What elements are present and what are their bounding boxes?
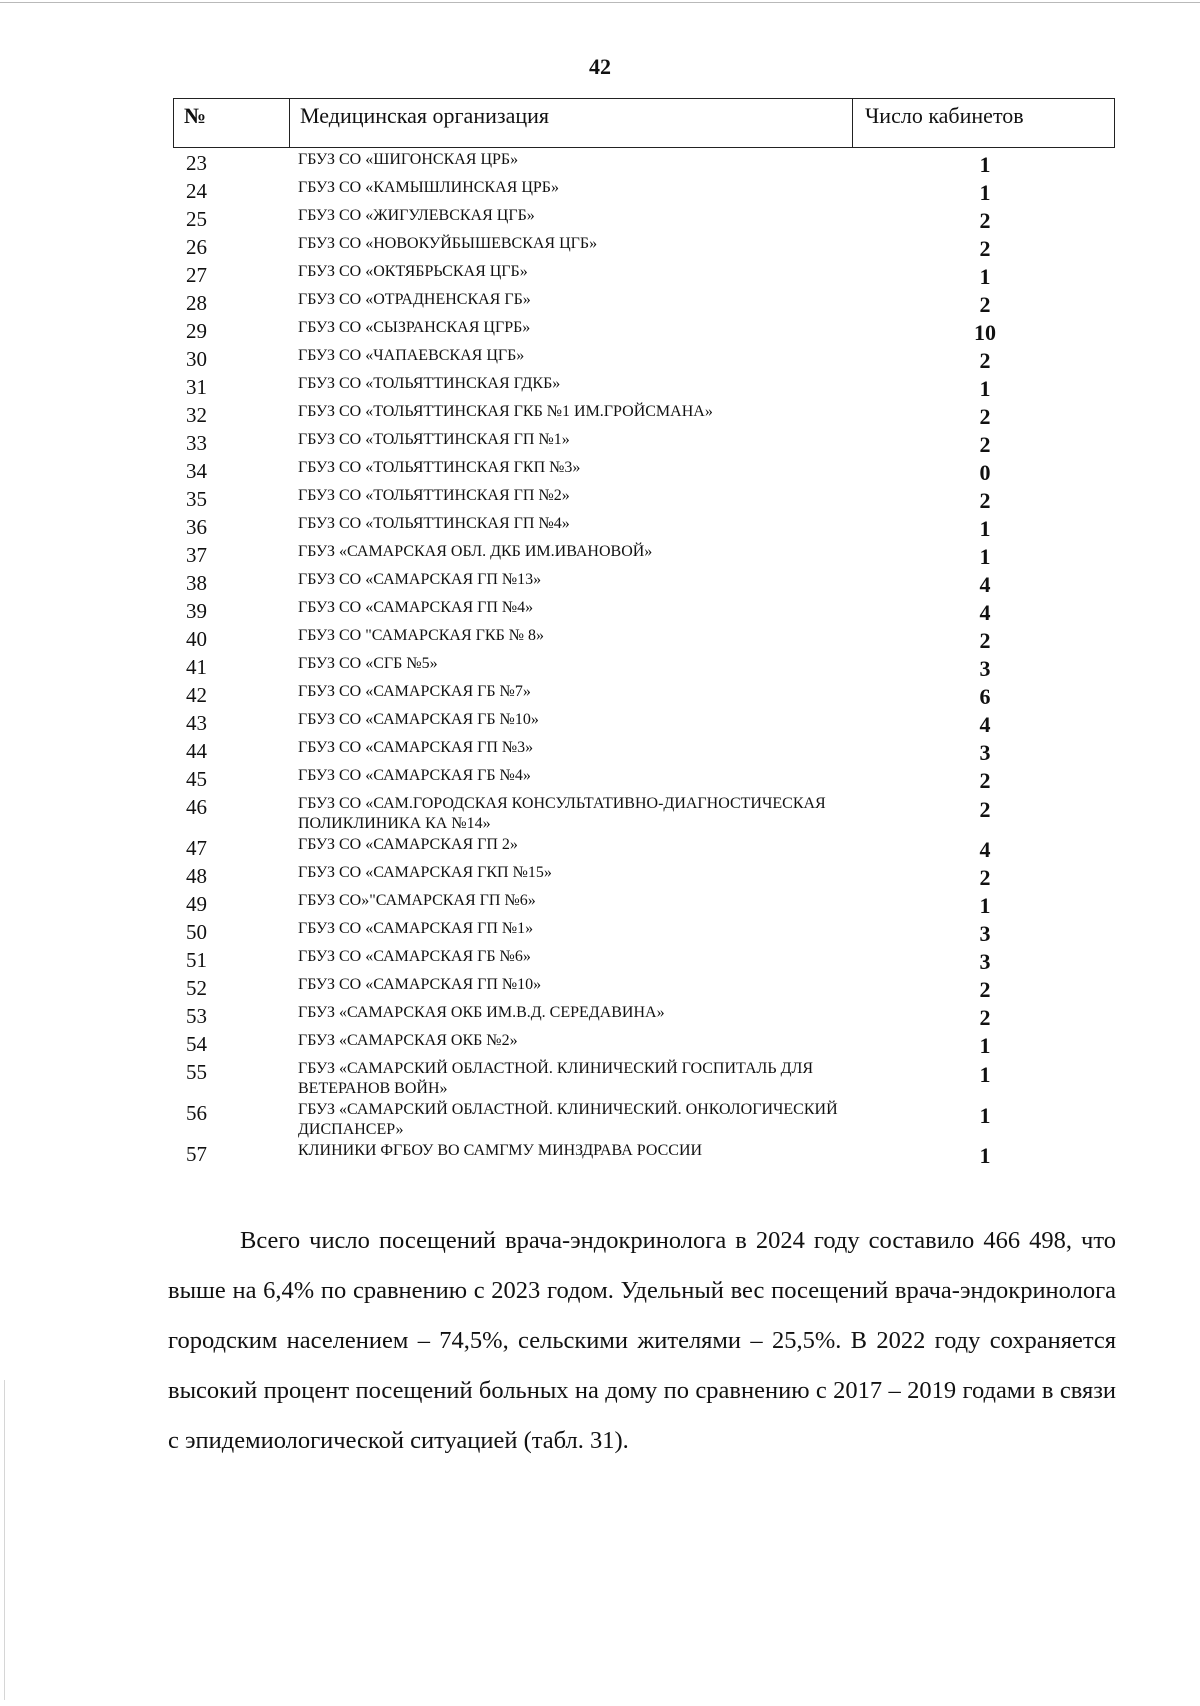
- page-number: 42: [589, 54, 611, 79]
- table-row: [186, 206, 1006, 234]
- row-organization: ГБУЗ СО «ОКТЯБРЬСКАЯ ЦГБ»: [298, 263, 528, 280]
- table-row: [186, 738, 1006, 766]
- row-cabinet-count: 2: [979, 797, 991, 822]
- row-organization: ГБУЗ СО «САМАРСКАЯ ГБ №7»: [298, 683, 531, 700]
- table-row: [186, 514, 1006, 542]
- row-organization: ГБУЗ СО «НОВОКУЙБЫШЕВСКАЯ ЦГБ»: [298, 235, 598, 252]
- row-organization: ГБУЗ СО «ЧАПАЕВСКАЯ ЦГБ»: [298, 347, 525, 364]
- row-cabinet-count: 4: [979, 600, 991, 625]
- row-number: 55: [186, 1060, 207, 1084]
- header-number: №: [174, 99, 290, 147]
- table-row: [186, 1141, 1006, 1169]
- row-organization: ГБУЗ «САМАРСКАЯ ОКБ ИМ.В.Д. СЕРЕДАВИНА»: [298, 1004, 665, 1021]
- row-number: 53: [186, 1004, 207, 1028]
- row-organization: ГБУЗ СО «СЫЗРАНСКАЯ ЦГРБ»: [298, 319, 531, 336]
- row-organization: ГБУЗ СО «ТОЛЬЯТТИНСКАЯ ГП №1»: [298, 431, 570, 448]
- row-organization: ГБУЗ СО «САМАРСКАЯ ГКП №15»: [298, 864, 552, 881]
- row-cabinet-count: 1: [979, 893, 991, 918]
- row-organization: ГБУЗ СО «САМАРСКАЯ ГБ №4»: [298, 767, 531, 784]
- row-organization: ГБУЗ «САМАРСКИЙ ОБЛАСТНОЙ. КЛИНИЧЕСКИЙ ГОСПИТАЛЬ ДЛЯ ВЕТЕРАНОВ ВОЙН»: [298, 1060, 814, 1097]
- row-number: 25: [186, 207, 207, 231]
- table-row: [186, 919, 1006, 947]
- row-cabinet-count: 1: [979, 1103, 991, 1128]
- row-cabinet-count: 2: [979, 1005, 991, 1030]
- row-cabinet-count: 2: [979, 628, 991, 653]
- row-organization: ГБУЗ СО «САМАРСКАЯ ГП №13»: [298, 571, 542, 588]
- row-cabinet-count: 1: [979, 180, 991, 205]
- table-row: [186, 863, 1006, 891]
- table-row: [186, 1031, 1006, 1059]
- row-number: 49: [186, 892, 207, 916]
- row-cabinet-count: 2: [979, 236, 991, 261]
- row-number: 23: [186, 151, 207, 175]
- row-cabinet-count: 1: [979, 152, 991, 177]
- row-cabinet-count: 1: [979, 1062, 991, 1087]
- table-row: [186, 486, 1006, 514]
- row-cabinet-count: 10: [974, 320, 996, 345]
- row-number: 35: [186, 487, 207, 511]
- row-number: 46: [186, 795, 207, 819]
- table-row: [186, 262, 1006, 290]
- row-number: 31: [186, 375, 207, 399]
- table-row: [186, 290, 1006, 318]
- row-organization: ГБУЗ СО «ТОЛЬЯТТИНСКАЯ ГДКБ»: [298, 375, 561, 392]
- table-row: [186, 542, 1006, 570]
- scan-edge-top: [0, 2, 1200, 3]
- row-cabinet-count: 2: [979, 977, 991, 1002]
- table-row: [186, 766, 1006, 794]
- table-row: [186, 947, 1006, 975]
- row-cabinet-count: 6: [979, 684, 991, 709]
- row-cabinet-count: 1: [979, 544, 991, 569]
- row-number: 27: [186, 263, 207, 287]
- table-row: [186, 1100, 1006, 1141]
- table-row: [186, 178, 1006, 206]
- header-cabinet-count: Число кабинетов: [865, 103, 1024, 128]
- row-cabinet-count: 2: [979, 768, 991, 793]
- table-row: [186, 794, 1006, 835]
- table-row: [186, 346, 1006, 374]
- table-row: [186, 458, 1006, 486]
- row-cabinet-count: 2: [979, 432, 991, 457]
- row-cabinet-count: 0: [979, 460, 991, 485]
- row-organization: ГБУЗ СО «САМАРСКАЯ ГП 2»: [298, 836, 518, 853]
- table-row: [186, 234, 1006, 262]
- row-organization: ГБУЗ СО «ТОЛЬЯТТИНСКАЯ ГКБ №1 ИМ.ГРОЙСМАНА»: [298, 403, 713, 420]
- row-organization: ГБУЗ СО «ТОЛЬЯТТИНСКАЯ ГП №2»: [298, 487, 570, 504]
- table-row: [186, 835, 1006, 863]
- row-number: 44: [186, 739, 207, 763]
- table-row: [186, 1003, 1006, 1031]
- row-number: 36: [186, 515, 207, 539]
- row-number: 42: [186, 683, 207, 707]
- row-number: 29: [186, 319, 207, 343]
- row-organization: ГБУЗ СО «ТОЛЬЯТТИНСКАЯ ГКП №3»: [298, 459, 581, 476]
- table-row: [186, 598, 1006, 626]
- table-row: [186, 891, 1006, 919]
- row-cabinet-count: 1: [979, 264, 991, 289]
- row-number: 43: [186, 711, 207, 735]
- row-cabinet-count: 2: [979, 208, 991, 233]
- row-number: 39: [186, 599, 207, 623]
- table-row: [186, 682, 1006, 710]
- table-row: [186, 710, 1006, 738]
- row-cabinet-count: 2: [979, 292, 991, 317]
- row-organization: ГБУЗ СО «ШИГОНСКАЯ ЦРБ»: [298, 151, 519, 168]
- row-number: 30: [186, 347, 207, 371]
- row-number: 24: [186, 179, 207, 203]
- row-organization: ГБУЗ СО «САМАРСКАЯ ГП №10»: [298, 976, 542, 993]
- row-number: 56: [186, 1101, 207, 1125]
- row-organization: ГБУЗ СО «САМАРСКАЯ ГБ №6»: [298, 948, 531, 965]
- table-header: [173, 98, 1115, 148]
- row-number: 50: [186, 920, 207, 944]
- row-organization: ГБУЗ СО»"САМАРСКАЯ ГП №6»: [298, 892, 536, 909]
- row-organization: ГБУЗ СО «САМАРСКАЯ ГП №3»: [298, 739, 534, 756]
- row-number: 52: [186, 976, 207, 1000]
- row-number: 57: [186, 1142, 207, 1166]
- row-cabinet-count: 2: [979, 488, 991, 513]
- row-organization: ГБУЗ СО «САМАРСКАЯ ГБ №10»: [298, 711, 539, 728]
- row-organization: ГБУЗ СО «ОТРАДНЕНСКАЯ ГБ»: [298, 291, 531, 308]
- row-cabinet-count: 1: [979, 1143, 991, 1168]
- row-organization: ГБУЗ «САМАРСКАЯ ОКБ №2»: [298, 1032, 518, 1049]
- row-organization: ГБУЗ СО «САМАРСКАЯ ГП №4»: [298, 599, 534, 616]
- table-row: [186, 626, 1006, 654]
- row-number: 33: [186, 431, 207, 455]
- header-organization: Медицинская организация: [290, 99, 853, 147]
- row-cabinet-count: 1: [979, 1033, 991, 1058]
- row-number: 32: [186, 403, 207, 427]
- row-organization: ГБУЗ СО "САМАРСКАЯ ГКБ № 8»: [298, 627, 545, 644]
- row-number: 45: [186, 767, 207, 791]
- row-cabinet-count: 2: [979, 348, 991, 373]
- row-organization: ГБУЗ СО «САМ.ГОРОДСКАЯ КОНСУЛЬТАТИВНО-ДИАГНОСТИЧЕСКАЯ ПОЛИКЛИНИКА КА №14»: [298, 795, 826, 832]
- table-row: [186, 570, 1006, 598]
- row-cabinet-count: 3: [979, 949, 991, 974]
- row-organization: ГБУЗ СО «САМАРСКАЯ ГП №1»: [298, 920, 534, 937]
- table-body: [186, 150, 1006, 1169]
- row-number: 34: [186, 459, 207, 483]
- row-number: 48: [186, 864, 207, 888]
- row-organization: КЛИНИКИ ФГБОУ ВО САМГМУ МИНЗДРАВА РОССИИ: [298, 1142, 703, 1159]
- row-cabinet-count: 3: [979, 921, 991, 946]
- row-cabinet-count: 2: [979, 404, 991, 429]
- row-organization: ГБУЗ СО «ЖИГУЛЕВСКАЯ ЦГБ»: [298, 207, 535, 224]
- table-row: [186, 374, 1006, 402]
- row-organization: ГБУЗ СО «СГБ №5»: [298, 655, 438, 672]
- row-cabinet-count: 2: [979, 865, 991, 890]
- table-row: [186, 402, 1006, 430]
- table-row: [186, 975, 1006, 1003]
- row-number: 51: [186, 948, 207, 972]
- body-paragraph: Всего число посещений врача-эндокринолога в 2024 году составило 466 498, что выше на 6,4% по сравнению с 2023 годом. Удельный вес посещений врача-эндокринолога городским населением – 74,5%, сельскими жителями – 25,5%. В 2022 году сохраняется высокий процент посещений больных на дому по сравнению с 2017 – 2019 годами в связи с эпидемиологической ситуацией (табл. 31).: [168, 1227, 1116, 1454]
- row-organization: ГБУЗ СО «КАМЫШЛИНСКАЯ ЦРБ»: [298, 179, 559, 196]
- row-cabinet-count: 3: [979, 656, 991, 681]
- table-row: [186, 1059, 1006, 1100]
- row-number: 40: [186, 627, 207, 651]
- row-number: 47: [186, 836, 207, 860]
- scan-edge-left: [4, 1380, 5, 1700]
- row-cabinet-count: 3: [979, 740, 991, 765]
- row-number: 41: [186, 655, 207, 679]
- table-row: [186, 430, 1006, 458]
- row-organization: ГБУЗ «САМАРСКАЯ ОБЛ. ДКБ ИМ.ИВАНОВОЙ»: [298, 543, 653, 560]
- row-cabinet-count: 4: [979, 712, 991, 737]
- row-organization: ГБУЗ СО «ТОЛЬЯТТИНСКАЯ ГП №4»: [298, 515, 570, 532]
- row-organization: ГБУЗ «САМАРСКИЙ ОБЛАСТНОЙ. КЛИНИЧЕСКИЙ. ОНКОЛОГИЧЕСКИЙ ДИСПАНСЕР»: [298, 1101, 838, 1138]
- row-cabinet-count: 4: [979, 572, 991, 597]
- row-cabinet-count: 4: [979, 837, 991, 862]
- table-row: [186, 150, 1006, 178]
- row-number: 28: [186, 291, 207, 315]
- row-number: 26: [186, 235, 207, 259]
- row-number: 37: [186, 543, 207, 567]
- row-number: 38: [186, 571, 207, 595]
- row-cabinet-count: 1: [979, 376, 991, 401]
- table-row: [186, 318, 1006, 346]
- row-cabinet-count: 1: [979, 516, 991, 541]
- row-number: 54: [186, 1032, 207, 1056]
- table-row: [186, 654, 1006, 682]
